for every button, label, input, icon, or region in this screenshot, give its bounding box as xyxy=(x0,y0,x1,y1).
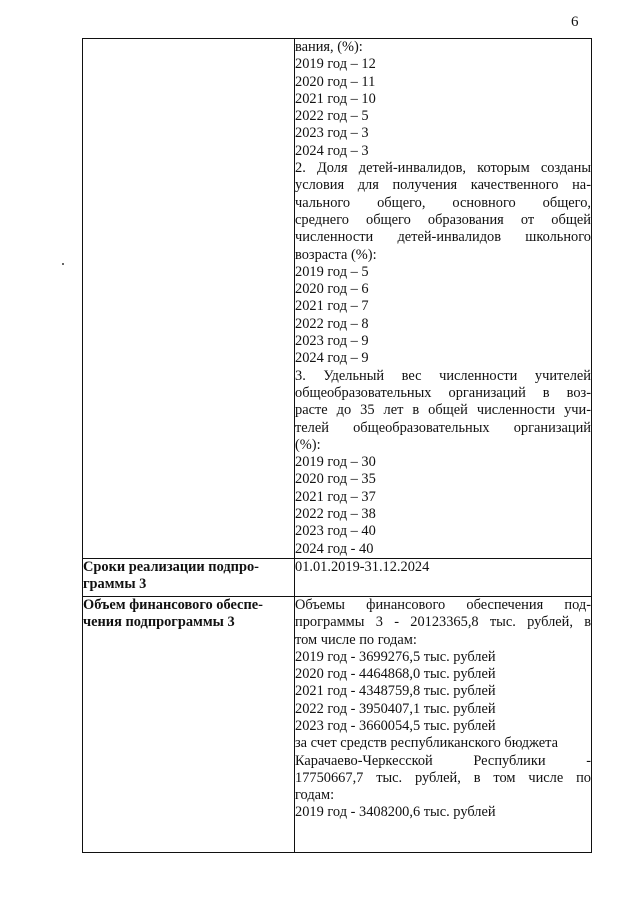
label-line: граммы 3 xyxy=(83,576,147,593)
text-line: 2021 год – 7 xyxy=(295,298,369,315)
text-line: (%): xyxy=(295,436,321,453)
text-line: программы 3 - 20123365,8 тыс. рублей, в xyxy=(295,614,591,631)
funding-value-cell xyxy=(295,596,592,852)
terms-value-cell xyxy=(295,558,592,596)
passport-table xyxy=(82,38,592,853)
text-line: 3. Удельный вес численности учителей xyxy=(295,367,591,384)
text-line: вания, (%): xyxy=(295,39,363,55)
text-line: 2023 год - 3660054,5 тыс. рублей xyxy=(295,717,496,734)
text-line: 2020 год – 35 xyxy=(295,471,376,488)
text-line: расте до 35 лет в общей численности учи- xyxy=(295,402,591,419)
text-line: 2023 год – 9 xyxy=(295,333,369,350)
text-line: 2021 год – 10 xyxy=(295,90,376,107)
text-line: 2019 год – 5 xyxy=(295,263,369,280)
text-line: 2024 год - 40 xyxy=(295,540,374,557)
text-line: 2019 год - 3699276,5 тыс. рублей xyxy=(295,648,496,665)
text-line: 2019 год – 30 xyxy=(295,454,376,471)
text-line: 2019 год - 3408200,6 тыс. рублей xyxy=(295,804,496,821)
label-line: чения подпрограммы 3 xyxy=(83,614,235,631)
text-line: Объемы финансового обеспечения под- xyxy=(295,596,591,613)
text-line: за счет средств республиканского бюджета xyxy=(295,735,559,752)
text-line: 2019 год – 12 xyxy=(295,56,376,73)
text-line: 2023 год – 3 xyxy=(295,125,369,142)
text-line: 2020 год – 6 xyxy=(295,281,369,298)
label-cell-empty xyxy=(83,39,295,559)
text-line: 2020 год - 4464868,0 тыс. рублей xyxy=(295,666,496,683)
text-line: годам: xyxy=(295,787,335,804)
text-line: 2024 год – 3 xyxy=(295,142,369,159)
indicators-cell xyxy=(295,39,592,559)
text-line: 2022 год - 3950407,1 тыс. рублей xyxy=(295,700,496,717)
text-line: 17750667,7 тыс. рублей, в том числе по xyxy=(295,769,591,786)
text-line: численности детей-инвалидов школьного xyxy=(295,229,591,246)
label-line: Объем финансового обеспе- xyxy=(83,596,263,613)
text-line: 2. Доля детей-инвалидов, которым созданы xyxy=(295,160,591,177)
table-row-terms xyxy=(83,558,592,596)
text-line: 2022 год – 8 xyxy=(295,315,369,332)
label-line: Сроки реализации подпро- xyxy=(83,558,259,575)
text-line: том числе по годам: xyxy=(295,631,417,648)
text-line: 2022 год – 5 xyxy=(295,108,369,125)
table-row-indicators xyxy=(83,39,592,559)
funding-label-cell xyxy=(83,596,295,852)
text-line: Карачаево-Черкесской Республики - xyxy=(295,752,591,769)
text-line: общеобразовательных организаций в воз- xyxy=(295,384,591,401)
text-line: 2023 год – 40 xyxy=(295,523,376,540)
text-line: чального общего, основного общего, xyxy=(295,194,591,211)
text-line: 2024 год – 9 xyxy=(295,350,369,367)
table-row-funding xyxy=(83,596,592,852)
text-line: 2021 год - 4348759,8 тыс. рублей xyxy=(295,683,496,700)
text-line: 2020 год – 11 xyxy=(295,73,376,90)
scan-speck xyxy=(62,263,64,265)
text-line: условия для получения качественного на- xyxy=(295,177,591,194)
terms-label-cell xyxy=(83,558,295,596)
page-number: 6 xyxy=(571,14,579,30)
text-line: 2021 год – 37 xyxy=(295,488,376,505)
text-line: 2022 год – 38 xyxy=(295,506,376,523)
text-line: среднего общего образования от общей xyxy=(295,211,591,228)
text-line: 01.01.2019-31.12.2024 xyxy=(295,558,430,575)
text-line: телей общеобразовательных организаций xyxy=(295,419,591,436)
text-line: возраста (%): xyxy=(295,246,377,263)
